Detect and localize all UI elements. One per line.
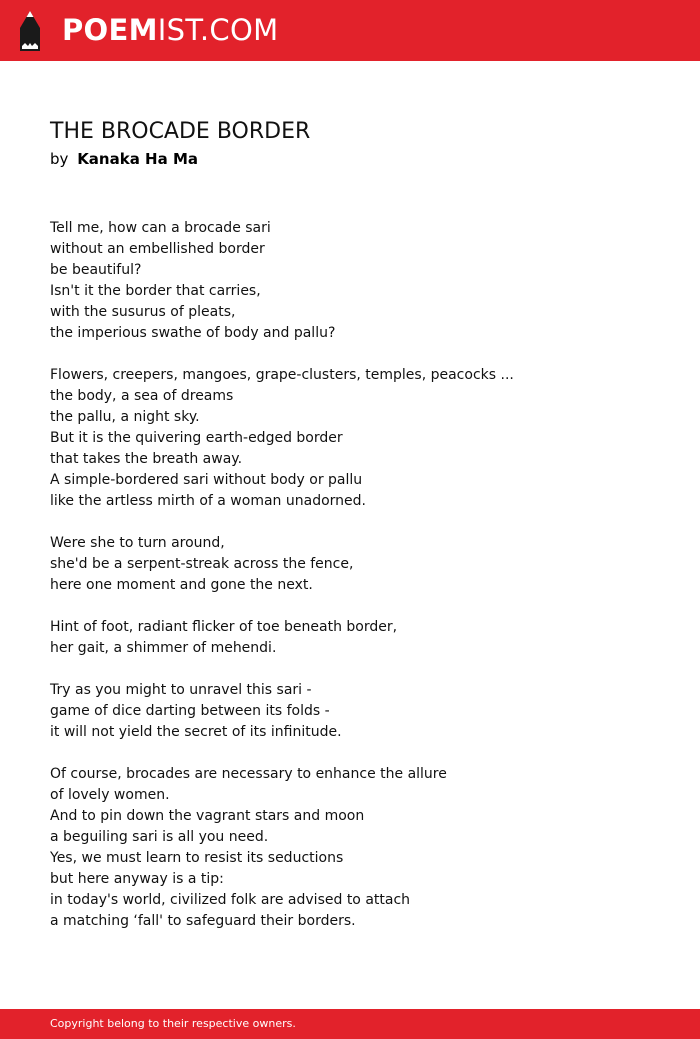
poem-line: Isn't it the border that carries, [50, 283, 261, 299]
poem-line: here one moment and gone the next. [50, 577, 313, 593]
poem-line: be beautiful? [50, 262, 142, 278]
copyright-notice: Copyright belong to their respective owners. [50, 1017, 296, 1030]
poem-line: the body, a sea of dreams [50, 388, 234, 404]
poem-line: but here anyway is a tip: [50, 871, 224, 887]
poem-line: her gait, a shimmer of mehendi. [50, 640, 277, 656]
by-label: by [50, 150, 69, 168]
poem-body [50, 218, 650, 953]
poem-line: a matching ‘fall' to safeguard their borders. [50, 913, 356, 929]
poem-line: Of course, brocades are necessary to enhance the allure [50, 766, 447, 782]
poem-line: Hint of foot, radiant flicker of toe beneath border, [50, 619, 398, 635]
poem-line: Flowers, creepers, mangoes, grape-clusters, temples, peacocks ... [50, 367, 514, 383]
byline [50, 148, 198, 170]
poem-line: she'd be a serpent-streak across the fence, [50, 556, 354, 572]
poem-line: But it is the quivering earth-edged border [50, 430, 343, 446]
poem-line: Try as you might to unravel this sari - [50, 682, 312, 698]
logo-brand-light: IST.COM [157, 13, 279, 47]
poem-line: without an embellished border [50, 241, 265, 257]
poem-line: in today's world, civilized folk are advised to attach [50, 892, 411, 908]
poem-stanza [50, 533, 650, 596]
poem-line: game of dice darting between its folds - [50, 703, 330, 719]
poem-line: with the susurus of pleats, [50, 304, 236, 320]
poem-title: THE BROCADE BORDER [50, 119, 311, 144]
poem-line: that takes the breath away. [50, 451, 243, 467]
poem-line: Tell me, how can a brocade sari [50, 220, 271, 236]
poem-stanza [50, 680, 650, 743]
poem-stanza [50, 218, 650, 344]
author-name[interactable]: Kanaka Ha Ma [77, 150, 199, 168]
poem-line: the pallu, a night sky. [50, 409, 200, 425]
logo-brand-bold: POEM [62, 13, 158, 47]
poem-line: Were she to turn around, [50, 535, 225, 551]
poem-stanza [50, 764, 650, 932]
poem-line: of lovely women. [50, 787, 170, 803]
poem-line: a beguiling sari is all you need. [50, 829, 269, 845]
poem-line: And to pin down the vagrant stars and moon [50, 808, 365, 824]
site-footer [0, 1009, 700, 1039]
poem-line: Yes, we must learn to resist its seductions [50, 850, 344, 866]
poem-line: the imperious swathe of body and pallu? [50, 325, 336, 341]
pencil-icon[interactable] [18, 10, 42, 52]
poem-line: like the artless mirth of a woman unadorned. [50, 493, 366, 509]
poem-stanza [50, 365, 650, 512]
poem-line: A simple-bordered sari without body or pallu [50, 472, 363, 488]
poem-stanza [50, 617, 650, 659]
site-header [0, 0, 700, 61]
poem-line: it will not yield the secret of its infinitude. [50, 724, 342, 740]
site-logo[interactable] [62, 12, 278, 48]
